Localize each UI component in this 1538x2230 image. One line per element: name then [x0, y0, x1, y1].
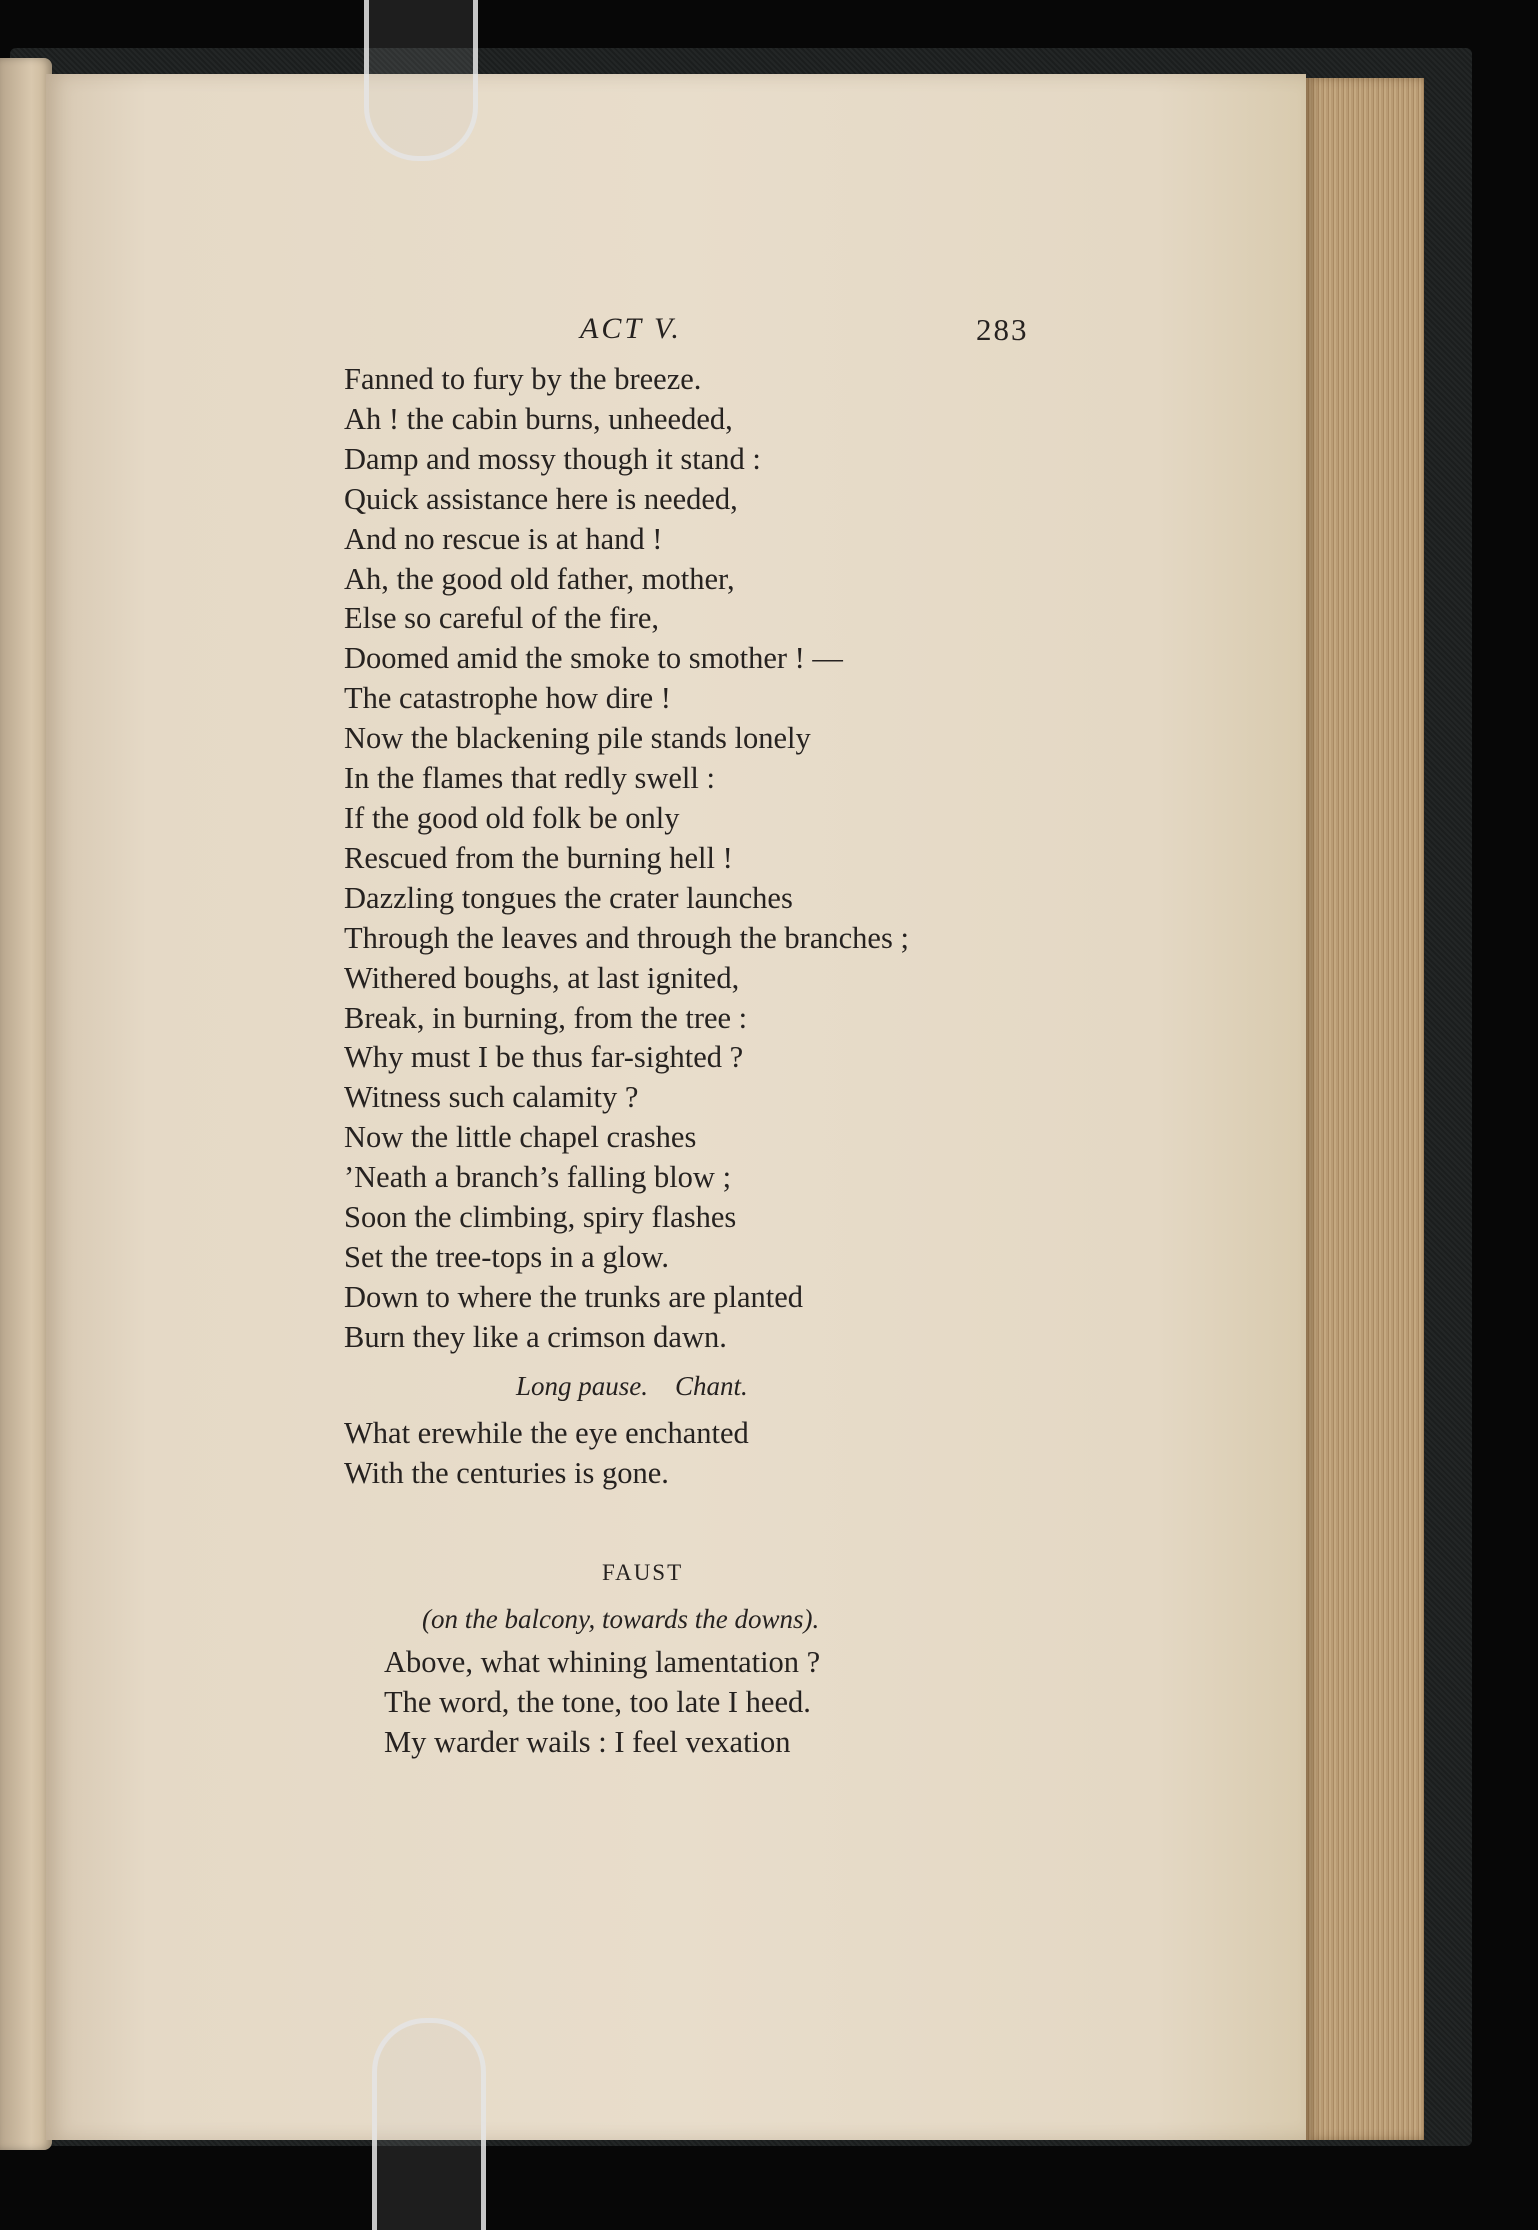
- chant-line: What erewhile the eye enchanted: [344, 1415, 749, 1450]
- verse-line: ’Neath a branch’s falling blow ;: [344, 1160, 732, 1195]
- verse-line: Rescued from the burning hell !: [344, 840, 733, 875]
- page-header: [344, 306, 1044, 360]
- page-number: 283: [976, 312, 1029, 347]
- verse-line: Else so careful of the fire,: [344, 601, 660, 636]
- verse-block: [344, 360, 1044, 1358]
- stage-direction: Long pause. Chant.: [516, 1370, 748, 1401]
- verse-line: Now the blackening pile stands lonely: [344, 721, 811, 756]
- verse-line: The catastrophe how dire !: [344, 681, 671, 716]
- chant-block: [344, 1414, 1044, 1494]
- running-head: ACT V.: [580, 312, 682, 345]
- verse-line: Damp and mossy though it stand :: [344, 441, 761, 476]
- verse-line: Now the little chapel crashes: [344, 1120, 697, 1155]
- verse-line: Through the leaves and through the branches ;: [344, 920, 909, 955]
- page-clip-top: [364, 0, 478, 161]
- verse-line: Witness such calamity ?: [344, 1080, 639, 1115]
- verse-line: Break, in burning, from the tree :: [344, 1000, 748, 1035]
- page-text: [344, 306, 1044, 1763]
- verse-line: Ah ! the cabin burns, unheeded,: [344, 401, 733, 436]
- verse-line: Fanned to fury by the breeze.: [344, 362, 702, 396]
- chant-line: With the centuries is gone.: [344, 1455, 669, 1490]
- speaker-name: FAUST: [602, 1560, 684, 1586]
- verse-line: The word, the tone, too late I heed.: [384, 1685, 811, 1720]
- verse-line: Set the tree-tops in a glow.: [344, 1239, 669, 1274]
- verse-line: Doomed amid the smoke to smother ! —: [344, 641, 843, 676]
- faust-verse-block: [344, 1643, 1044, 1763]
- speaker-direction: (on the balcony, towards the downs).: [422, 1604, 820, 1635]
- verse-line: Above, what whining lamentation ?: [384, 1645, 821, 1680]
- page-block-edge: [1306, 78, 1424, 2140]
- verse-line: Why must I be thus far-sighted ?: [344, 1040, 744, 1075]
- verse-line: And no rescue is at hand !: [344, 521, 663, 556]
- page-clip-bottom: [372, 2018, 486, 2230]
- verse-line: My warder wails : I feel vexation: [384, 1725, 791, 1760]
- verse-line: Burn they like a crimson dawn.: [344, 1319, 727, 1354]
- verse-line: Dazzling tongues the crater launches: [344, 880, 793, 915]
- verse-line: Ah, the good old father, mother,: [344, 561, 735, 596]
- verse-line: Down to where the trunks are planted: [344, 1279, 804, 1314]
- verse-line: Quick assistance here is needed,: [344, 481, 738, 516]
- verse-line: In the flames that redly swell :: [344, 761, 715, 796]
- facing-page-edge: [0, 58, 52, 2150]
- verse-line: Soon the climbing, spiry flashes: [344, 1200, 737, 1235]
- verse-line: If the good old folk be only: [344, 800, 680, 835]
- verse-line: Withered boughs, at last ignited,: [344, 960, 740, 995]
